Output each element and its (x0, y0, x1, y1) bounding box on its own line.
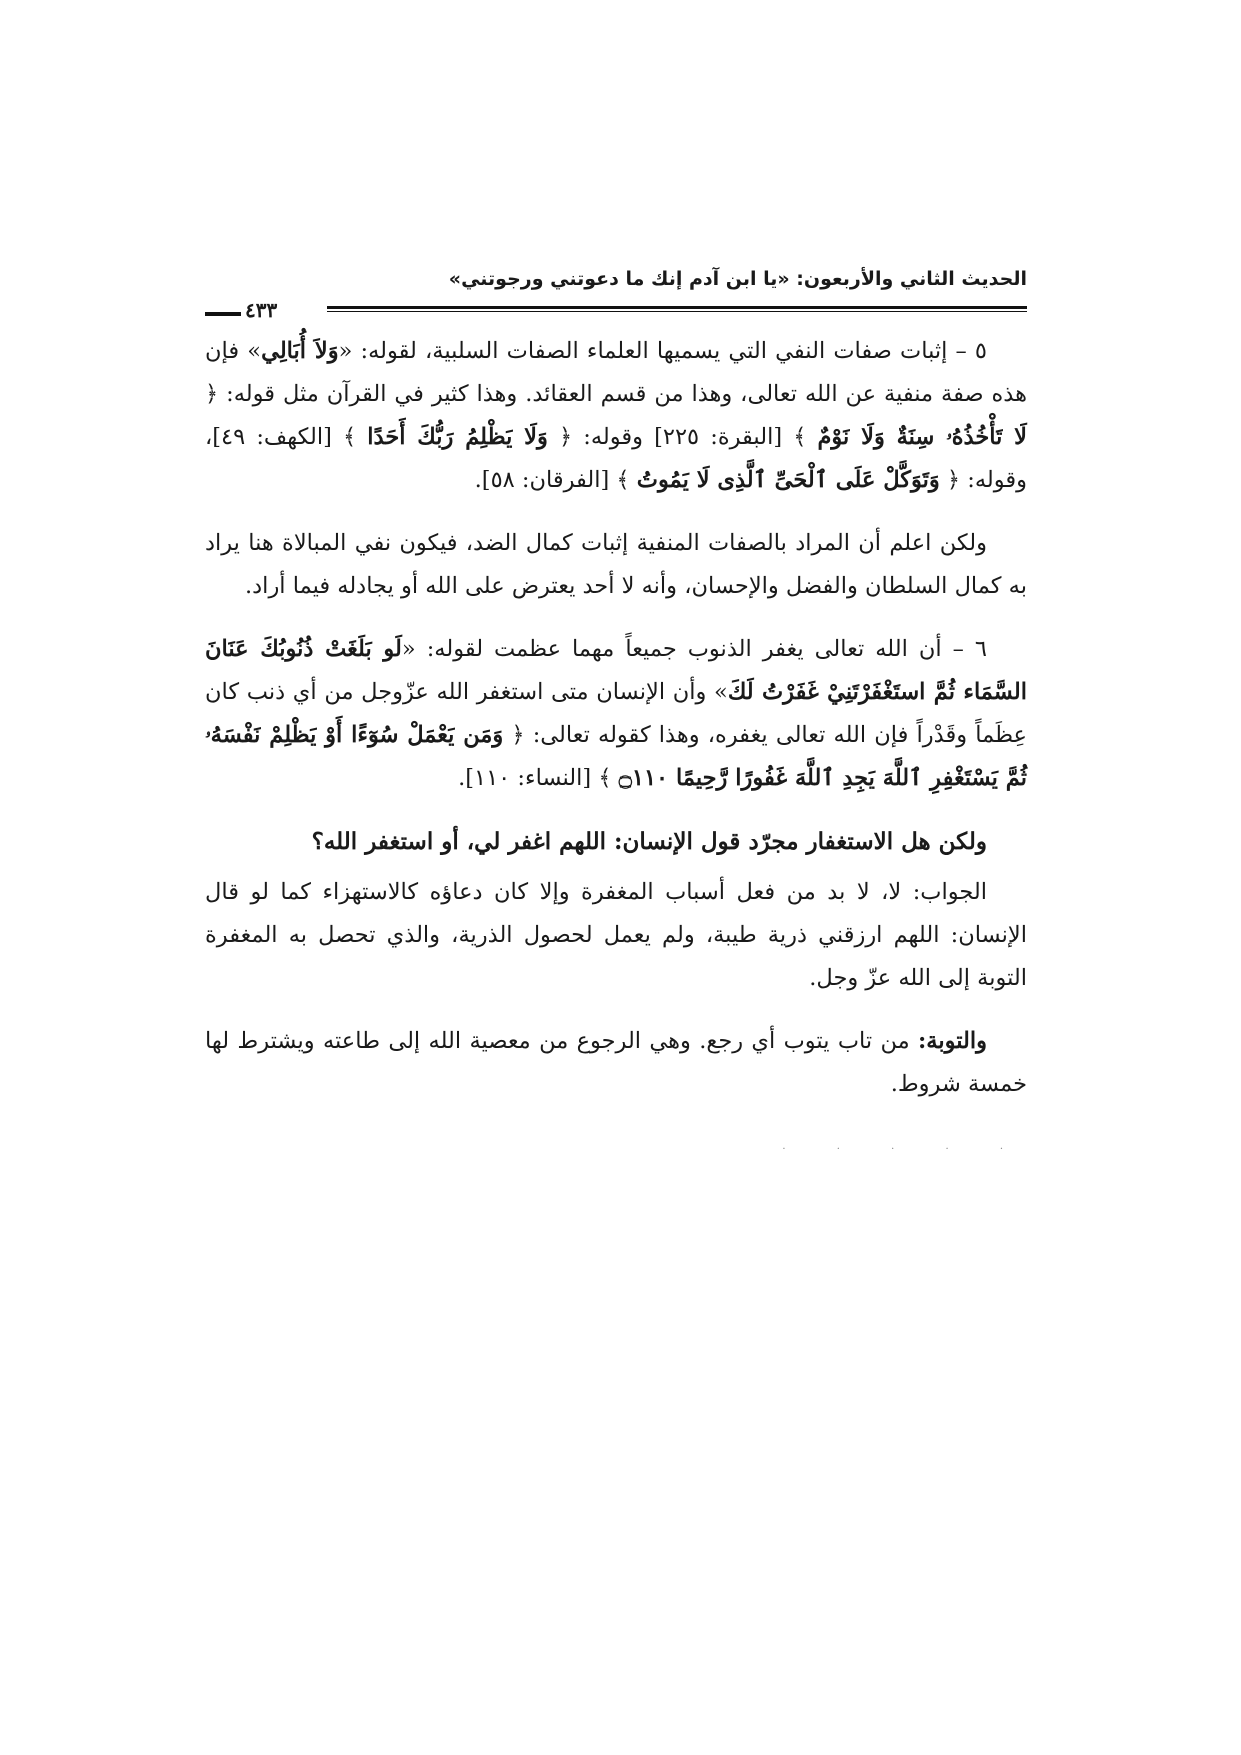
quran-verse-furqan: وَتَوَكَّلْ عَلَى ٱلْحَىِّ ٱلَّذِى لَا يَمُوتُ (636, 467, 940, 493)
p1-text-a: ٥ – إثبات صفات النفي التي يسميها العلماء الصفات السلبية، لقوله: « (338, 338, 988, 364)
p1-text-i: ﴾ [الفرقان: ٥٨]. (474, 467, 637, 493)
quran-verse-nisa: وَمَن يَعْمَلْ سُوٓءًا أَوْ يَظْلِمْ نَفْسَهُۥ ثُمَّ يَسْتَغْفِرِ ٱللَّهَ يَجِدِ ٱللَّهَ غَفُورًا رَّحِيمًا ۝١١٠ (205, 722, 1027, 791)
p1-text-c: » فإن هذه صفة منفية عن الله تعالى، وهذا من قسم العقائد. وهذا كثير في القرآن مثل قوله: ﴿ (205, 338, 1027, 407)
paragraph-explanation: ولكن اعلم أن المراد بالصفات المنفية إثبات كمال الضد، فيكون نفي المبالاة هنا يراد به كمال السلطان والفضل والإحسان، وأنه لا أحد يعترض على الله أو يجادله فيما أراد. (205, 530, 1027, 599)
p3-text-e: ﴾ [النساء: ١١٠]. (458, 765, 619, 791)
paragraph-repentance (205, 1020, 1027, 1106)
p5-text: من تاب يتوب أي رجع. وهي الرجوع من معصية الله إلى طاعته ويشترط لها خمسة شروط. (205, 1028, 1027, 1097)
page-number-rule (205, 312, 241, 316)
header-rule (327, 306, 1027, 312)
p3-text-a: ٦ – أن الله تعالى يغفر الذنوب جميعاً مهما عظمت لقوله: « (401, 636, 987, 662)
hadith-quote-wala-ubali: وَلاَ أُبَالِي (261, 338, 339, 364)
quran-verse-kahf: وَلَا يَظْلِمُ رَبُّكَ أَحَدًا (367, 424, 548, 450)
question-heading: ولكن هل الاستغفار مجرّد قول الإنسان: اللهم اغفر لي، أو استغفر الله؟ (311, 828, 987, 855)
paragraph-6-forgiveness (205, 628, 1027, 800)
page-number: ٤٣٣ (245, 298, 278, 322)
paragraph-5-negative-attributes (205, 330, 1027, 502)
hadith-quote-forgiveness: لَو بَلَغَتْ ذُنُوبُكَ عَنَانَ السَّمَاء ثُمَّ استَغْفَرْتَنِيْ غَفَرْتُ لَكَ (205, 636, 1027, 705)
p1-text-e: ﴾ [البقرة: ٢٢٥] وقوله: ﴿ (547, 424, 818, 450)
page-header (205, 268, 1027, 330)
running-title: الحديث الثاني والأربعون: «يا ابن آدم إنك ما دعوتني ورجوتني» (448, 268, 1027, 290)
scan-speckles: · · · · · (782, 1144, 1027, 1155)
paragraph-answer: الجواب: لا، لا بد من فعل أسباب المغفرة وإلا كان دعاؤه كالاستهزاء كما لو قال الإنسان: اللهم ارزقني ذرية طيبة، ولم يعمل لحصول الذرية، والذي تحصل به المغفرة التوبة إلى الله عزّ وجل. (205, 879, 1027, 991)
p3-text-c: » وأن الإنسان متى استغفر الله عزّوجل من أي ذنب كان عِظَماً وقَدْراً فإن الله تعالى يغفره، وهذا كقوله تعالى: ﴿ (205, 679, 1027, 748)
p1-text-g: ﴾ [الكهف: ٤٩]، وقوله: ﴿ (205, 424, 1027, 493)
term-repentance: والتوبة: (917, 1028, 987, 1054)
document-page (205, 268, 1027, 1155)
quran-verse-baqarah: لَا تَأْخُذُهُۥ سِنَةٌ وَلَا نَوْمٌ (817, 424, 1027, 450)
